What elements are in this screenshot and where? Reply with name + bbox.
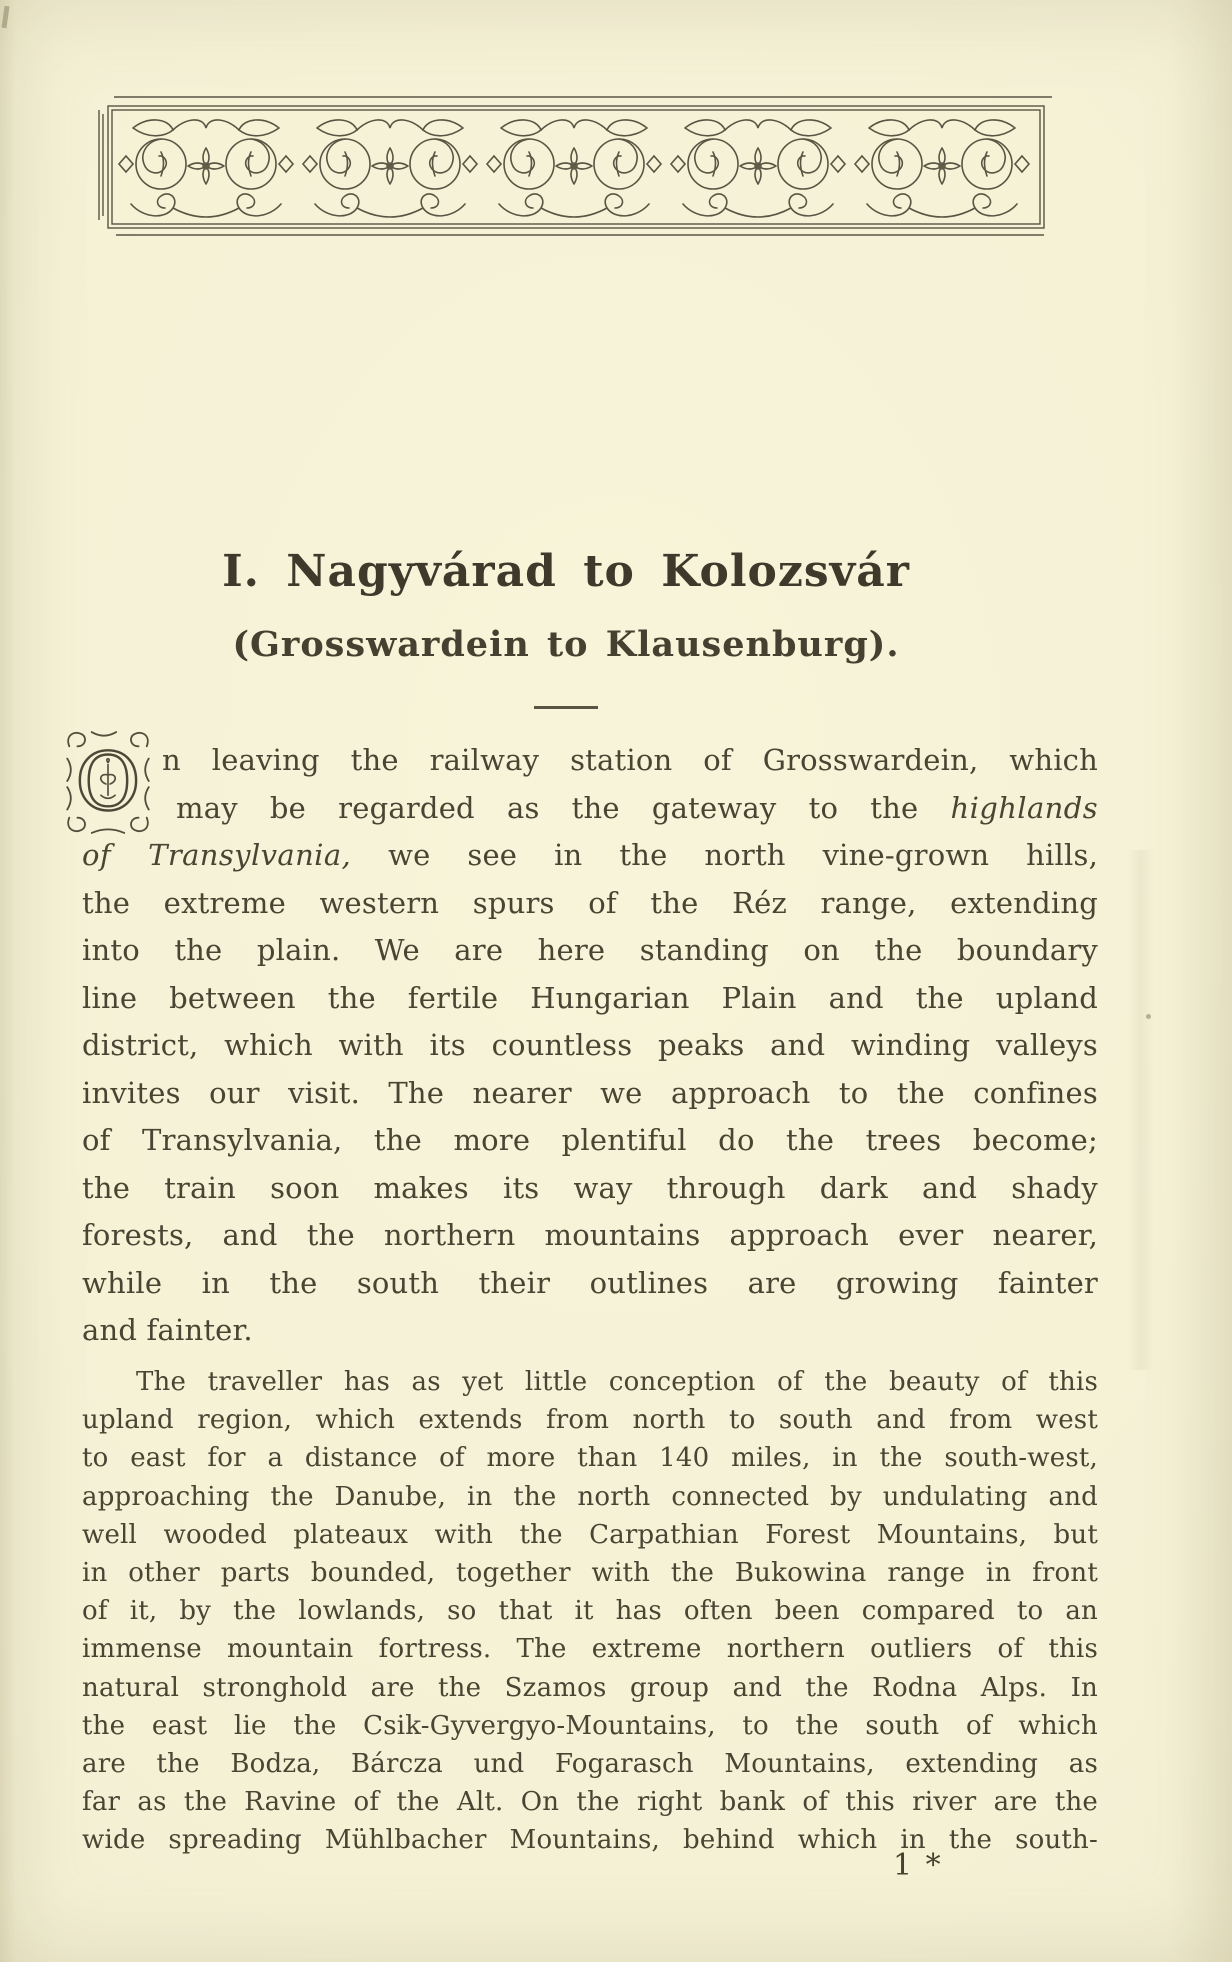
- text-line: invites our visit. The nearer we approach to the confines: [82, 1075, 1098, 1110]
- text-line: the train soon makes its way through dark and shady: [82, 1170, 1098, 1205]
- text-line: well wooded plateaux with the Carpathian Forest Mountains, but: [82, 1519, 1098, 1550]
- chapter-title: I. Nagyvárad to Kolozsvár: [222, 546, 910, 597]
- text-line: the extreme western spurs of the Réz range, extending: [82, 885, 1098, 920]
- text-line: wide spreading Mühlbacher Mountains, behind which in the south-: [82, 1825, 1098, 1856]
- scan-streak: [1128, 850, 1154, 1370]
- text-line: upland region, which extends from north to south and from west: [82, 1405, 1098, 1436]
- text-line: to east for a distance of more than 140 miles, in the south-west,: [82, 1443, 1098, 1474]
- drop-cap-letter: O: [75, 735, 141, 829]
- divider: [82, 706, 1050, 709]
- text-line: into the plain. We are here standing on the boundary: [82, 933, 1098, 967]
- text-line: in other parts bounded, together with the Bukowina range in front: [82, 1558, 1098, 1589]
- text-line: of Transylvania, we see in the north vine-grown hills,: [82, 838, 1098, 872]
- text-line: forests, and the northern mountains approach ever nearer,: [82, 1218, 1098, 1252]
- text-line: are the Bodza, Bárcza und Fogarasch Mountains, extending as: [82, 1749, 1098, 1780]
- text-line: far as the Ravine of the Alt. On the right bank of this river are the: [82, 1787, 1098, 1818]
- text-line: the east lie the Csik-Gyvergyo-Mountains, to the south of which: [82, 1710, 1098, 1741]
- text-line: may be regarded as the gateway to the highlands: [176, 790, 1098, 825]
- text-line: of Transylvania, the more plentiful do the trees become;: [82, 1123, 1098, 1157]
- chapter-subtitle: (Grosswardein to Klausenburg).: [232, 624, 900, 665]
- text-line: approaching the Danube, in the north connected by undulating and: [82, 1481, 1098, 1512]
- text-line: n leaving the railway station of Grosswardein, which: [162, 743, 1098, 777]
- text-line: of it, by the lowlands, so that it has often been compared to an: [82, 1596, 1098, 1627]
- headpiece-ornament: [96, 94, 1052, 238]
- text-line: district, which with its countless peaks and winding valleys: [82, 1028, 1098, 1062]
- text-line: immense mountain fortress. The extreme northern outliers of this: [82, 1634, 1098, 1665]
- text-line: line between the fertile Hungarian Plain and the upland: [82, 980, 1098, 1015]
- text-line: while in the south their outlines are growing fainter: [82, 1265, 1098, 1300]
- text-line: and fainter.: [82, 1313, 253, 1347]
- paragraph-one: [82, 737, 1098, 1355]
- text-line: natural stronghold are the Szamos group and the Rodna Alps. In: [82, 1672, 1098, 1703]
- page-signature: 1 *: [893, 1848, 943, 1883]
- scan-edge-mark: [1, 6, 9, 28]
- scan-speck: [1146, 1014, 1151, 1019]
- arabesque-pattern-icon: [96, 94, 1052, 238]
- text-line: The traveller has as yet little conception of the beauty of this: [136, 1367, 1098, 1397]
- divider-rule: [534, 706, 598, 709]
- paragraph-two: [82, 1363, 1098, 1860]
